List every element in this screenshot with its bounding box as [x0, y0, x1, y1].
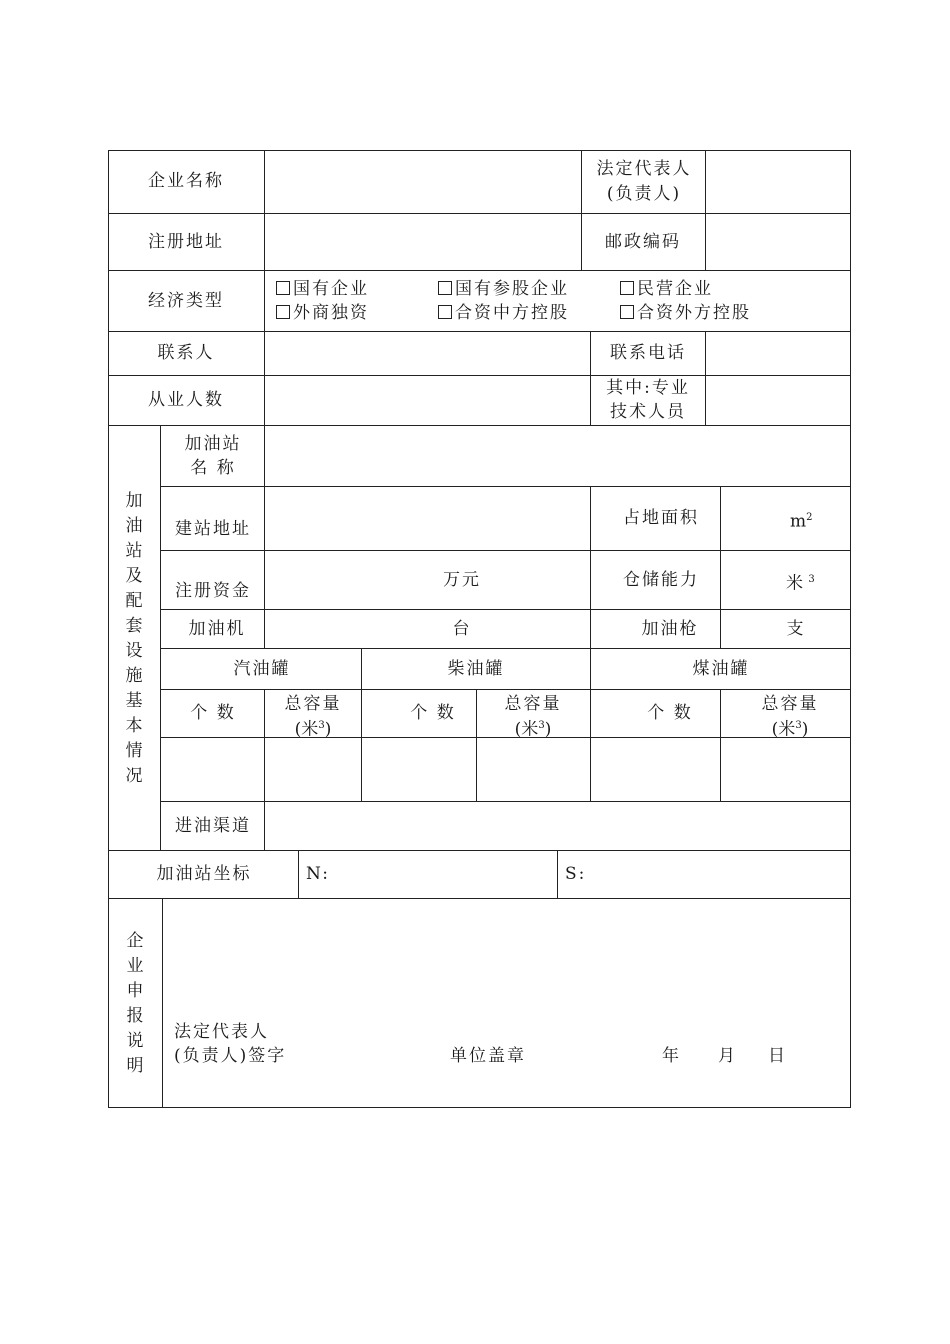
seal-label: 单位盖章: [450, 1046, 526, 1066]
declaration-field[interactable]: [164, 900, 849, 1015]
reg-capital-unit: 万元: [443, 570, 481, 590]
contact-label: 联系人: [157, 343, 215, 363]
year-label: 年: [662, 1046, 681, 1066]
reg-address-label: 注册地址: [148, 232, 224, 252]
company-name-field[interactable]: [266, 152, 580, 212]
rule: [581, 150, 582, 270]
rule: [557, 850, 558, 899]
border-right: [850, 150, 851, 1108]
day-label: 日: [768, 1046, 787, 1066]
rule: [590, 648, 591, 802]
postal-code-field[interactable]: [707, 215, 849, 269]
gasoline-capacity-unit: (米$^3$): [294, 719, 332, 740]
rule: [720, 486, 721, 609]
site-address-field[interactable]: [266, 488, 589, 549]
legal-sign-label-line1: 法定代表人: [174, 1022, 269, 1042]
postal-code-label: 邮政编码: [605, 232, 681, 252]
gasoline-count-label: 个 数: [190, 703, 236, 723]
company-name-label: 企业名称: [148, 171, 224, 191]
border-left: [108, 150, 109, 1108]
land-area-unit[interactable]: $m^2$: [790, 511, 813, 532]
diesel-tank-label: 柴油罐: [447, 659, 505, 679]
checkbox[interactable]: [438, 305, 452, 319]
rule: [108, 331, 851, 332]
gasoline-capacity-label: 总容量: [284, 694, 342, 714]
station-name-label-line2: 名 称: [190, 458, 236, 478]
rule: [264, 425, 265, 649]
checkbox[interactable]: [276, 281, 290, 295]
econ-option-jv-chinese-control[interactable]: 合资中方控股: [438, 301, 569, 325]
storage-unit[interactable]: 米 $^3$: [786, 573, 815, 594]
coord-n-label: N:: [306, 864, 330, 884]
contact-phone-field[interactable]: [707, 333, 849, 374]
contact-field[interactable]: [266, 333, 589, 374]
border-bottom: [108, 1107, 851, 1108]
gasoline-capacity-field[interactable]: [266, 739, 360, 800]
station-name-label-line1: 加油站: [184, 434, 242, 454]
legal-rep-label-line1: 法定代表人: [596, 159, 692, 179]
kerosene-capacity-field[interactable]: [722, 739, 849, 800]
checkbox[interactable]: [620, 305, 634, 319]
econ-option-state-owned[interactable]: 国有企业: [276, 277, 369, 301]
gasoline-count-field[interactable]: [162, 739, 263, 800]
coord-n-field[interactable]: [330, 852, 556, 897]
storage-label: 仓储能力: [623, 570, 699, 590]
rule: [108, 375, 851, 376]
kerosene-tank-label: 煤油罐: [692, 659, 750, 679]
rule: [108, 270, 851, 271]
rule: [108, 898, 851, 899]
checkbox[interactable]: [276, 305, 290, 319]
station-name-field[interactable]: [266, 427, 849, 485]
rule: [720, 609, 721, 649]
reg-capital-label: 注册资金: [175, 581, 251, 601]
rule: [590, 331, 591, 426]
econ-option-state-holding[interactable]: 国有参股企业: [438, 277, 569, 301]
legal-rep-field[interactable]: [707, 152, 849, 212]
kerosene-count-label: 个 数: [647, 703, 693, 723]
diesel-capacity-label: 总容量: [504, 694, 562, 714]
reg-address-field[interactable]: [266, 215, 580, 269]
tech-staff-label-line1: 其中:专业: [606, 378, 690, 398]
rule: [298, 850, 299, 899]
gasoline-tank-label: 汽油罐: [233, 659, 291, 679]
rule: [108, 425, 851, 426]
legal-sign-label-line2: (负责人)签字: [174, 1046, 287, 1066]
diesel-count-label: 个 数: [410, 703, 456, 723]
rule: [705, 331, 706, 426]
econ-option-foreign-owned[interactable]: 外商独资: [276, 301, 369, 325]
rule: [720, 689, 721, 802]
diesel-capacity-field[interactable]: [478, 739, 589, 800]
coord-s-label: S:: [565, 864, 587, 884]
supply-channel-field[interactable]: [266, 803, 849, 849]
nozzle-label: 加油枪: [641, 619, 699, 639]
rule: [264, 801, 265, 851]
declaration-label: 企业申报说明: [126, 931, 144, 1076]
rule: [264, 150, 265, 426]
land-area-label: 占地面积: [623, 508, 699, 528]
rule: [590, 486, 591, 649]
rule: [160, 425, 161, 851]
econ-option-jv-foreign-control[interactable]: 合资外方控股: [620, 301, 751, 325]
station-section-label: 加油站及配套设施基本情况: [125, 491, 143, 786]
checkbox[interactable]: [438, 281, 452, 295]
employees-field[interactable]: [266, 377, 589, 424]
dispenser-unit: 台: [452, 619, 472, 639]
diesel-capacity-unit: (米$^3$): [514, 719, 552, 740]
checkbox[interactable]: [620, 281, 634, 295]
supply-channel-label: 进油渠道: [175, 816, 251, 836]
tech-staff-label-line2: 技术人员: [610, 402, 686, 422]
rule: [264, 689, 265, 802]
contact-phone-label: 联系电话: [610, 343, 686, 363]
border-top: [108, 150, 851, 151]
tech-staff-field[interactable]: [707, 377, 849, 424]
diesel-count-field[interactable]: [363, 739, 475, 800]
dispenser-label: 加油机: [188, 619, 246, 639]
kerosene-capacity-label: 总容量: [761, 694, 819, 714]
site-address-label: 建站地址: [175, 519, 251, 539]
econ-type-label: 经济类型: [148, 291, 224, 311]
coords-label: 加油站坐标: [156, 864, 252, 884]
legal-rep-label-line2: (负责人): [606, 184, 682, 204]
rule: [476, 689, 477, 802]
nozzle-unit: 支: [786, 619, 806, 639]
rule: [108, 213, 851, 214]
econ-option-private[interactable]: 民营企业: [620, 277, 713, 301]
kerosene-capacity-unit: (米$^3$): [771, 719, 809, 740]
employees-label: 从业人数: [148, 390, 224, 410]
rule: [705, 150, 706, 270]
coord-s-field[interactable]: [590, 852, 849, 897]
rule: [361, 648, 362, 802]
rule: [162, 898, 163, 1108]
month-label: 月: [718, 1046, 737, 1066]
kerosene-count-field[interactable]: [592, 739, 719, 800]
rule: [108, 850, 851, 851]
